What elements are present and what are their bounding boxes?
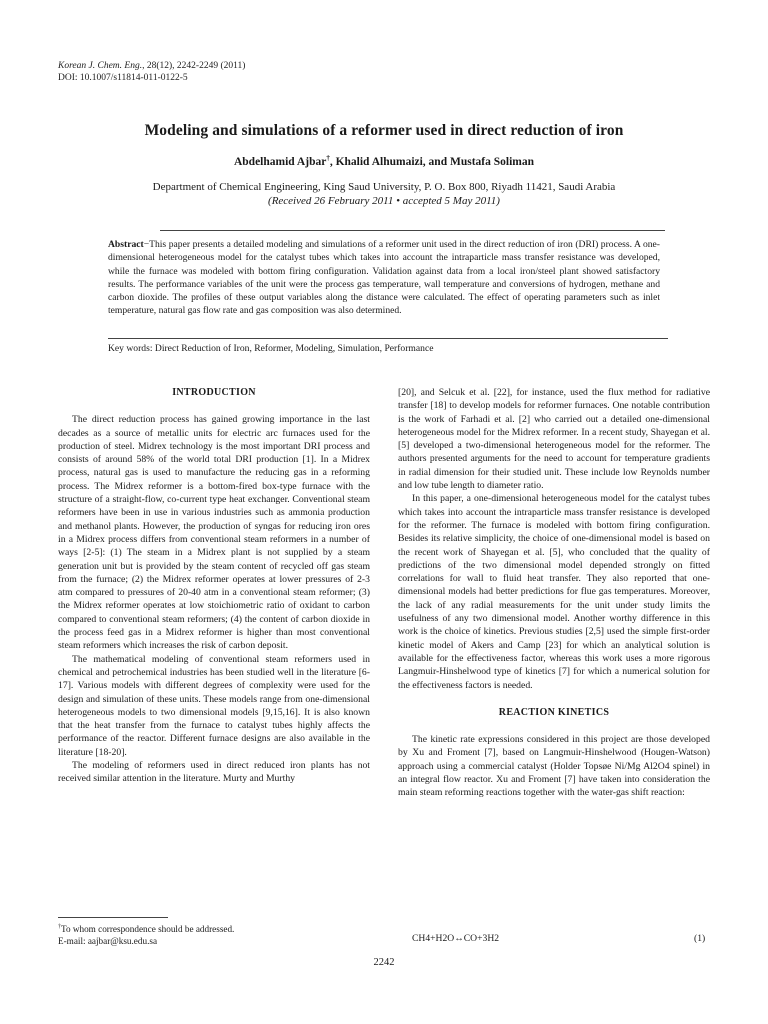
footnote-rule	[58, 917, 168, 918]
corresponding-author-mark: †	[326, 154, 330, 162]
corresponding-author: Abdelhamid Ajbar	[233, 155, 327, 168]
co-authors: , Khalid Alhumaizi, and Mustafa Soliman	[329, 155, 534, 168]
body-paragraph: The modeling of reformers used in direct reduced iron plants has not received similar attention in the literature. Murty and Murthy	[58, 760, 370, 785]
left-column	[58, 386, 370, 786]
abstract-top-rule	[160, 230, 665, 231]
footnote-mark: †	[58, 924, 61, 930]
author-list	[0, 154, 768, 168]
body-paragraph: The mathematical modeling of conventional steam reformers used in chemical and petrochemical industries has been studied well in the literature [6-17]. Various models with different degrees of complexity were used for the design and simulation of these units. These models range from one-dimensional heterogeneous models to two dimensional models [9,15,16]. It is also known that the heat transfer from the furnace to catalyst tubes highly affects the performance of the reactor. Different furnace designs are also available in the literature [18-20].	[58, 653, 370, 758]
section-heading-reaction-kinetics: REACTION KINETICS	[498, 706, 610, 718]
body-paragraph: The direct reduction process has gained growing importance in the last decades as a source of metallic units for electric arc furnaces used for the production of steel. Midrex technology is the most important DRI process and consists of around 58% of the world total DRI production [1]. In a Midrex process, natural gas is used to manufacture the reducing gas in a reforming process. The Midrex reformer is a bottom-fired box-type furnace with the structure of a straight-flow, co-current type heat exchanger. Conventional steam reformers have been in use in various industries such as ammonia production and methanol plants. However, the production of syngas for reducing iron ores in a Midrex process differs from conventional steam reformers in a number of ways [2-5]: (1) The steam in a Midrex plant is not supplied by a steam generation unit but is provided by the steam content of recycled off gas steam from the furnace; (2) the Midrex reformer operates at lower pressures of 2-3 atm compared to pressures of 20-40 atm in a conventional steam reformer; (3) the Midrex reformer operates at low stoichiometric ratio of oxidant to carbon compared to conventional steam reformers; (4) the content of carbon dioxide in the process feed gas in a Midrex reformer is higher than most conventional steam reformers which increases the risk of carbon deposit.	[58, 414, 370, 652]
received-dates: (Received 26 February 2011 • accepted 5 May 2011)	[268, 195, 500, 207]
footnote-correspondence: To whom correspondence should be addressed.	[61, 924, 235, 935]
journal-name: Korean J. Chem. Eng.	[58, 61, 143, 71]
abstract-text: −This paper presents a detailed modeling and simulations of a reformer unit used in the direct reduction of iron (DRI) process. A one-dimensional heterogeneous model for the catalyst tubes which takes into account the intraparticle mass transfer resistance was developed, while the furnace was modeled with bottom firing configuration. Validation against data from a local iron/steel plant showed satisfactory results. The performance variables of the unit were the process gas temperature, wall temperature and conversions of hydrogen, methane and carbon dioxide. The profiles of these output variables along the distance were calculated. The effect of operating parameters such as inlet temperature, natural gas flow rate and gas composition was also determined.	[108, 239, 660, 317]
journal-volume-pages: , 28(12), 2242-2249 (2011)	[142, 61, 246, 71]
footnote	[58, 921, 234, 947]
keywords: Key words: Direct Reduction of Iron, Reformer, Modeling, Simulation, Performance	[108, 343, 434, 354]
abstract	[108, 238, 660, 318]
paper-title: Modeling and simulations of a reformer used in direct reduction of iron	[144, 122, 624, 139]
doi: DOI: 10.1007/s11814-011-0122-5	[58, 73, 188, 83]
journal-citation	[58, 60, 245, 84]
body-paragraph: In this paper, a one-dimensional heterogeneous model for the catalyst tubes which takes into account the intraparticle mass transfer resistance is developed for the reformer. The furnace is modeled with bottom firing configuration. Besides its relative simplicity, the choice of one-dimensional model is based on the recent work of Shayegan et al. [5], who concluded that the quality of predictions of the two dimensional model depended strongly on fitted correlations for wall to fluid heat transfer. They also reported that one-dimensional models had better predictions for flue gas temperatures. Moreover, the lack of any radial measurements for the unit under study limits the usefulness of any two dimensional model. Another worthy difference in this work is the choice of kinetics. Previous studies [2,5] used the simple first-order kinetic model of Akers and Camp [23] for which an analytical solution is available for the effectiveness factor, whereas this work uses a more rigorous Langmuir-Hinshelwood type of kinetics [7] for which a numerical solution for the effectiveness factors is needed.	[398, 493, 710, 691]
equation-1: CH4+H2O↔CO+3H2	[412, 933, 500, 944]
body-paragraph: The kinetic rate expressions considered in this project are those developed by Xu and Froment [7], based on Langmuir-Hinshelwood (Hougen-Watson) approach using a commercial catalyst (Holder Topsøe Ni/Mg Al2O4 spinel) in an integral flow reactor. Xu and Froment [7] have taken into consideration the main steam reforming reactions together with the water-gas shift reaction:	[398, 734, 710, 799]
page-number: 2242	[373, 957, 395, 968]
equation-number: (1)	[694, 933, 706, 944]
section-heading-introduction: INTRODUCTION	[172, 387, 256, 398]
body-paragraph: [20], and Selcuk et al. [22], for instance, used the flux method for radiative transfer [18] to develop models for reformer furnaces. One notable contribution is the work of Farhadi et al. [2] who carried out a detailed one-dimensional heterogeneous model for the Midrex reformer. In a recent study, Shayegan et al. [5] developed a two-dimensional heterogeneous model for the reformer. The authors presented arguments for the need to account for temperature gradients in radial dimension for their studied unit. These include low Reynolds number and low tube length to diameter ratio.	[398, 387, 710, 492]
abstract-bottom-rule	[108, 338, 668, 339]
footnote-email: E-mail: aajbar@ksu.edu.sa	[58, 936, 158, 947]
abstract-label: Abstract	[108, 239, 144, 250]
right-column	[398, 386, 710, 800]
affiliation	[0, 180, 768, 208]
affiliation-address: Department of Chemical Engineering, King Saud University, P. O. Box 800, Riyadh 11421, Saudi Arabia	[152, 181, 616, 193]
